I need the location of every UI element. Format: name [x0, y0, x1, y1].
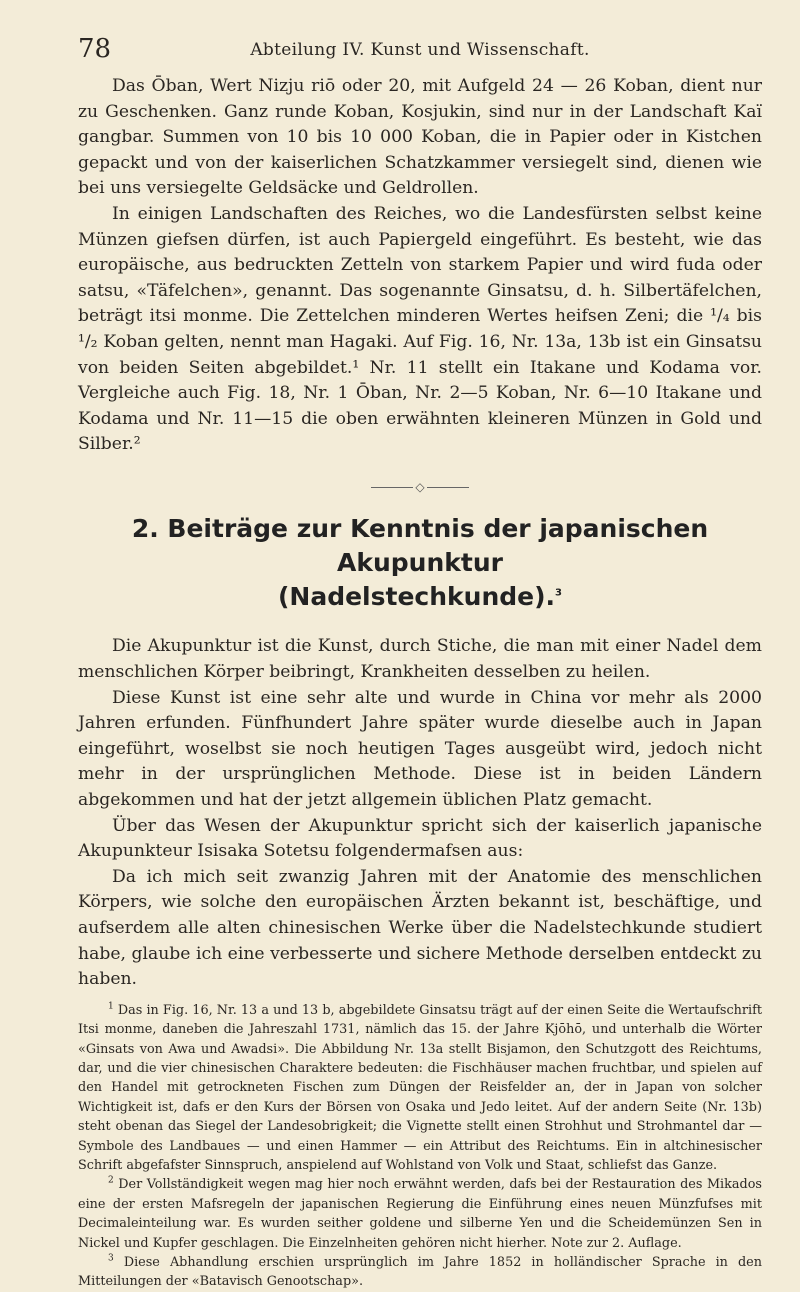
divider-line-left: [371, 487, 413, 488]
paragraph-isisaka: Über das Wesen der Akupunktur spricht sich der kaiserlich japanische Akupunkteur Isisaka Sotetsu folgendermafsen aus:: [78, 815, 762, 862]
running-header: [78, 34, 762, 74]
section-heading-line2: (Nadelstechkunde).: [277, 582, 556, 612]
footnote-mark: 1: [108, 1001, 114, 1012]
section-heading-line1: 2. Beiträge zur Kenntnis der japanischen Akupunktur: [131, 514, 709, 578]
paragraph-oban: Das Ōban, Wert Nizju riō oder 20, mit Aufgeld 24 — 26 Koban, dient nur zu Geschenken. Ganz runde Koban, Kosjukin, sind nur in der Landschaft Kaï gangbar. Summen von 10 bis 10 000 Koban, die in Papier oder in Kistchen gepackt und von der kaiserlichen Schatzkammer versiegelt sind, dienen wie bei uns versiegelte Geldsäcke und Geldrollen.: [78, 76, 762, 199]
footnote-mark: 2: [108, 1176, 114, 1187]
paragraph-history: Diese Kunst ist eine sehr alte und wurde in China vor mehr als 2000 Jahren erfunden. Fünfhundert Jahre später wurde dieselbe auch in Japan eingeführt, woselbst sie noch heutigen Tages ausgeübt wird, jedoch nicht mehr in der ursprünglichen Methode. Diese ist in beiden Ländern abgekommen und hat der jetzt allgemein üblichen Platz gemacht.: [78, 687, 762, 810]
main-text: [78, 74, 762, 458]
footnote-2: [78, 1175, 762, 1253]
section-text: [78, 634, 762, 992]
running-title: Abteilung IV. Kunst und Wissenschaft.: [250, 40, 590, 60]
footnote-text: Der Vollständigkeit wegen mag hier noch erwähnt werden, dafs bei der Restauration des Mikados eine der ersten Mafsregeln der japanischen Regierung die Einführung eines neuen Münzfufses mit Decimaleinteilung war. Es wurden seither goldene und silberne Yen und die Scheidemünzen Sen in Nickel und Kupfer geschlagen. Die Einzelnheiten gehören nicht hierher. Note zur 2. Auflage.: [78, 1177, 762, 1251]
paragraph-definition: Die Akupunktur ist die Kunst, durch Stiche, die man mit einer Nadel dem menschlichen Körper beibringt, Krankheiten desselben zu heilen.: [78, 636, 762, 682]
section-divider-ornament: [78, 480, 762, 495]
footnote-ref-3: 3: [555, 588, 562, 600]
footnotes: [78, 1001, 762, 1292]
footnote-text: Diese Abhandlung erschien ursprünglich im Jahre 1852 in holländischer Sprache in den Mitteilungen der «Batavisch Genootschap».: [78, 1255, 762, 1290]
page-number: 78: [78, 34, 112, 64]
footnote-text: Das in Fig. 16, Nr. 13 a und 13 b, abgebildete Ginsatsu trägt auf der einen Seite die Wertaufschrift Itsi monme, daneben die Jahreszahl 1731, nämlich das 15. der Jahre Kjōhō, und unterhalb die Wörter «Ginsats von Awa und Awadsi». Die Abbildung Nr. 13a stellt Bisjamon, den Schutzgott des Reichtums, dar, und die vier chinesischen Charaktere bedeuten: die Fischhäuser machen fruchtbar, und spielen auf den Handel mit getrockneten Fischen zum Düngen der Reisfelder an, der in Japan von solcher Wichtigkeit ist, dafs er den Kurs der Börsen von Osaka und Jedo leitet. Auf der andern Seite (Nr. 13b) steht obenan das Siegel der Landesobrigkeit; die Vignette stellt einen Strohhut und Strohmantel dar — Symbole des Landbaues — und einen Hammer — ein Attribut des Reichtums. Ein in altchinesischer Schrift abgefafster Sinnspruch, anspielend auf Wohlstand von Volk und Staat, schliefst das Ganze.: [78, 1002, 762, 1173]
diamond-icon: ◇: [415, 480, 425, 495]
footnote-3: [78, 1253, 762, 1292]
divider-line-right: [427, 487, 469, 488]
footnote-1: [78, 1001, 762, 1176]
section-heading: [78, 512, 762, 614]
footnote-mark: 3: [108, 1253, 114, 1264]
book-page: [78, 34, 762, 1292]
paragraph-papiergeld: In einigen Landschaften des Reiches, wo die Landesfürsten selbst keine Münzen giefsen dürfen, ist auch Papiergeld eingeführt. Es besteht, wie das europäische, aus bedruckten Zetteln von starkem Papier und wird fuda oder satsu, «Täfelchen», genannt. Das sogenannte Ginsatsu, d. h. Silbertäfelchen, beträgt itsi monme. Die Zettelchen minderen Wertes heifsen Zeni; die ¹/₄ bis ¹/₂ Koban gelten, nennt man Hagaki. Auf Fig. 16, Nr. 13a, 13b ist ein Ginsatsu von beiden Seiten abgebildet.¹ Nr. 11 stellt ein Itakane und Kodama vor. Vergleiche auch Fig. 18, Nr. 1 Ōban, Nr. 2—5 Koban, Nr. 6—10 Itakane und Kodama und Nr. 11—15 die oben erwähnten kleineren Münzen in Gold und Silber.²: [78, 203, 762, 455]
paragraph-quote: Da ich mich seit zwanzig Jahren mit der Anatomie des menschlichen Körpers, wie solche den europäischen Ärzten bekannt ist, beschäftige, und aufserdem alle alten chinesischen Werke über die Nadelstechkunde studiert habe, glaube ich eine verbesserte und sichere Methode derselben entdeckt zu haben.: [78, 866, 762, 990]
